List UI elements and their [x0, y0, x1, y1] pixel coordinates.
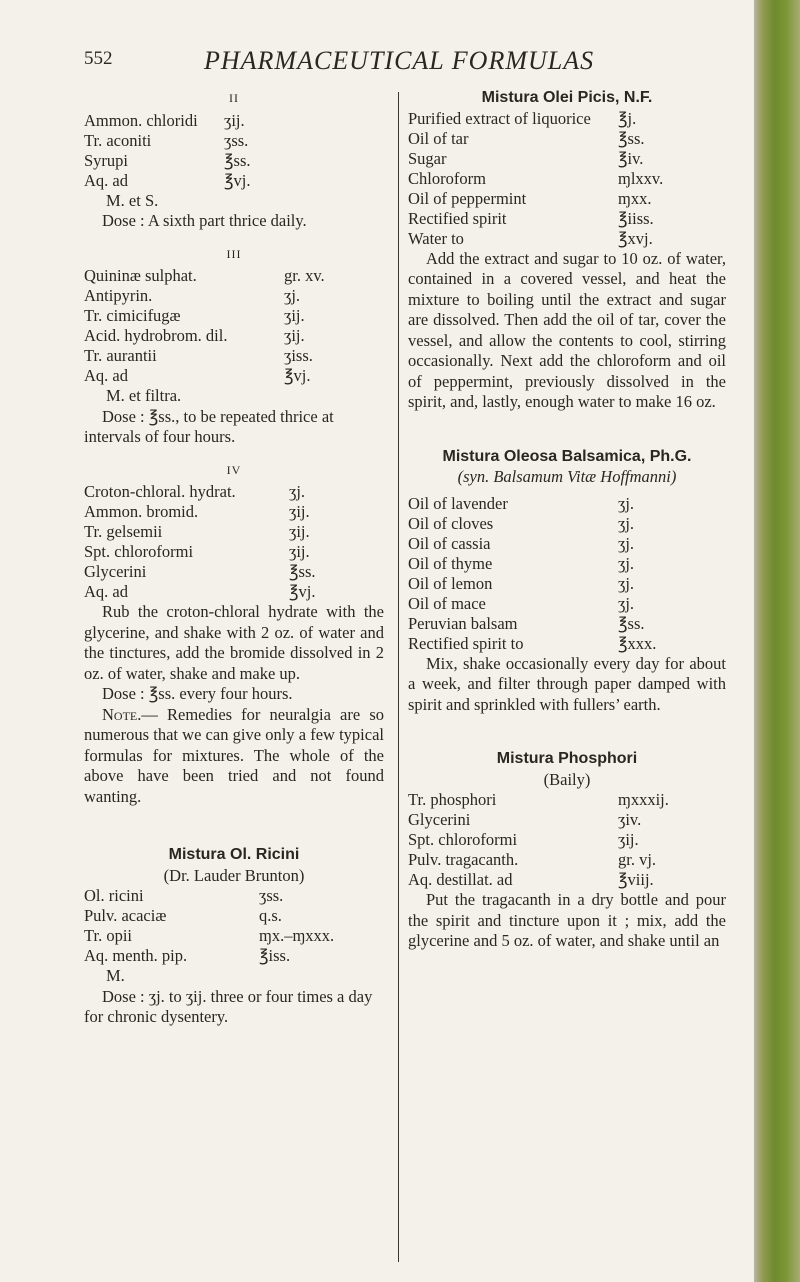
- ingredient-quantity: ℥vj.: [284, 366, 311, 385]
- directions: Mix, shake occasionally every day for about a week, and filter through paper damped with spirit and sprinkled with fullers’ earth.: [408, 653, 726, 714]
- ingredient-name: Pulv. acaciæ: [84, 906, 167, 925]
- ingredient-quantity: ℥viij.: [618, 870, 654, 889]
- ingredient-name: Oil of tar: [408, 128, 469, 148]
- ingredient-quantity: ɱx.–ɱxxx.: [259, 926, 335, 945]
- ingredient-name: Antipyrin.: [84, 286, 153, 305]
- formula-ricini: [84, 845, 384, 1028]
- ingredient-quantity: ʒiss.: [284, 346, 313, 365]
- ingredient-row: [408, 870, 726, 890]
- ingredient-row: [84, 346, 384, 366]
- ingredient-name: Chloroform: [408, 168, 486, 188]
- ingredient-row: [408, 574, 726, 594]
- ingredient-row: [84, 171, 384, 191]
- ingredient-name: Tr. opii: [84, 926, 133, 945]
- formula-picis: [408, 88, 726, 413]
- ingredient-name: Tr. aurantii: [84, 346, 157, 365]
- ingredient-quantity: ℥xxx.: [618, 633, 657, 653]
- ingredient-quantity: ʒij.: [289, 542, 310, 561]
- ingredient-name: Spt. chloroformi: [84, 542, 194, 561]
- directions: Rub the croton-chloral hydrate with the glycerine, and shake with 2 oz. of water and the tinctures, add the bromide dissolved in 2 oz. of water, shake and make up.: [84, 602, 384, 683]
- ingredient-name: Rectified spirit to: [408, 633, 524, 653]
- ingredient-row: [84, 131, 384, 151]
- right-column: [408, 88, 726, 952]
- ingredient-quantity: ℥ss.: [618, 128, 645, 148]
- directions: Add the extract and sugar to 10 oz. of water, contained in a covered vessel, and heat the mixture to boiling until the extract and sugar are dissolved. Then add the oil of tar, cover the vessel, and allow the contents to cool, stirring occasionally. Next add the chloroform and oil of peppermint, previously dissolved in the spirit, and, lastly, enough water to make 16 oz.: [408, 248, 726, 411]
- ingredient-name: Ammon. bromid.: [84, 502, 199, 521]
- ingredient-quantity: ʒiv.: [618, 810, 642, 829]
- ingredient-name: Aq. ad: [84, 582, 128, 601]
- page-edge: [754, 0, 800, 1282]
- ingredient-name: Oil of cassia: [408, 533, 491, 553]
- ingredient-row: [84, 542, 384, 562]
- page-header: [84, 48, 744, 78]
- ingredient-row: [408, 149, 726, 169]
- formula-oleosa: [408, 447, 726, 716]
- ingredient-row: [84, 886, 384, 906]
- ingredient-row: [84, 151, 384, 171]
- ingredient-name: Oil of mace: [408, 593, 486, 613]
- formula-subtitle: (Dr. Lauder Brunton): [163, 865, 305, 885]
- ingredient-name: Glycerini: [84, 562, 147, 581]
- ingredient-name: Aq. menth. pip.: [84, 946, 188, 965]
- running-title: PHARMACEUTICAL FORMULAS: [204, 46, 595, 75]
- formula-title: Mistura Oleosa Balsamica, Ph.G.: [442, 447, 692, 465]
- ingredient-row: [84, 946, 384, 966]
- instruction: M. et filtra.: [106, 386, 182, 405]
- ingredient-name: Syrupi: [84, 150, 129, 170]
- formula-iv: [84, 460, 384, 808]
- directions: Put the tragacanth in a dry bottle and pour the spirit and tincture upon it ; mix, add the glycerine and 5 oz. of water, and shake until an: [408, 890, 726, 950]
- ingredient-row: [84, 286, 384, 306]
- ingredient-quantity: ℥xvj.: [618, 228, 653, 248]
- ingredient-name: Tr. cimicifugæ: [84, 306, 181, 325]
- ingredient-row: [408, 189, 726, 209]
- formula-title: Mistura Phosphori: [496, 750, 638, 767]
- ingredient-name: Purified extract of liquorice: [408, 108, 591, 128]
- ingredient-quantity: ɱlxxv.: [618, 168, 664, 188]
- page-number: 552: [84, 48, 113, 69]
- ingredient-name: Glycerini: [408, 810, 471, 829]
- ingredient-quantity: ℥ss.: [224, 150, 251, 170]
- ingredient-quantity: ʒj.: [618, 493, 635, 513]
- ingredient-row: [408, 810, 726, 830]
- formula-ii: [84, 88, 384, 232]
- ingredient-row: [408, 209, 726, 229]
- dose: Dose : ʒj. to ʒij. three or four times a day for chronic dysentery.: [84, 986, 373, 1026]
- ingredient-row: [84, 326, 384, 346]
- ingredient-row: [84, 906, 384, 926]
- ingredient-row: [408, 594, 726, 614]
- ingredient-row: [84, 522, 384, 542]
- ingredient-quantity: q.s.: [259, 906, 282, 925]
- ingredient-name: Spt. chloroformi: [408, 830, 518, 849]
- ingredient-row: [84, 562, 384, 582]
- ingredient-quantity: ℥vj.: [224, 170, 251, 190]
- formula-synonym: (syn. Balsamum Vitæ Hoffmanni): [457, 467, 677, 486]
- ingredient-list: [408, 109, 726, 249]
- formula-title: Mistura Ol. Ricini: [168, 846, 300, 863]
- ingredient-row: [408, 634, 726, 654]
- ingredient-name: Oil of thyme: [408, 553, 493, 573]
- ingredient-name: Pulv. tragacanth.: [408, 850, 519, 869]
- formula-numeral: III: [226, 246, 242, 261]
- formula-phosphori: [408, 749, 726, 952]
- ingredient-name: Aq. ad: [84, 366, 128, 385]
- note: [84, 705, 384, 808]
- ingredient-quantity: ℥vj.: [289, 582, 316, 601]
- ingredient-quantity: ɱxxxij.: [618, 790, 669, 809]
- ingredient-quantity: ʒj.: [284, 286, 301, 305]
- ingredient-list: [84, 886, 384, 966]
- ingredient-name: Ol. ricini: [84, 886, 144, 905]
- ingredient-name: Oil of lavender: [408, 493, 508, 513]
- ingredient-quantity: ʒj.: [618, 533, 635, 553]
- ingredient-row: [408, 129, 726, 149]
- left-column: [84, 88, 384, 1028]
- formula-iii: [84, 244, 384, 448]
- ingredient-quantity: ʒij.: [284, 306, 305, 325]
- dose: Dose : ℥ss., to be repeated thrice at intervals of four hours.: [84, 406, 334, 446]
- instruction: M.: [106, 966, 125, 985]
- ingredient-row: [84, 111, 384, 131]
- ingredient-name: Oil of lemon: [408, 573, 493, 593]
- ingredient-name: Water to: [408, 228, 464, 248]
- ingredient-quantity: ℥ss.: [289, 562, 316, 581]
- ingredient-row: [408, 830, 726, 850]
- ingredient-quantity: ʒij.: [289, 502, 310, 521]
- formula-numeral: II: [229, 91, 239, 105]
- ingredient-list: [408, 790, 726, 890]
- ingredient-row: [84, 366, 384, 386]
- ingredient-quantity: ʒij.: [289, 522, 310, 541]
- ingredient-name: Rectified spirit: [408, 208, 507, 228]
- ingredient-list: [408, 494, 726, 654]
- instruction: M. et S.: [106, 190, 159, 210]
- ingredient-row: [84, 306, 384, 326]
- ingredient-row: [408, 850, 726, 870]
- ingredient-quantity: ℥j.: [618, 108, 637, 128]
- ingredient-name: Quininæ sulphat.: [84, 266, 197, 285]
- ingredient-name: Croton-chloral. hydrat.: [84, 482, 236, 501]
- ingredient-list: [84, 266, 384, 386]
- ingredient-name: Peruvian balsam: [408, 613, 518, 633]
- ingredient-row: [408, 169, 726, 189]
- ingredient-row: [408, 109, 726, 129]
- ingredient-row: [84, 266, 384, 286]
- ingredient-row: [84, 926, 384, 946]
- ingredient-quantity: gr. xv.: [284, 266, 325, 285]
- ingredient-name: Acid. hydrobrom. dil.: [84, 326, 228, 345]
- ingredient-row: [408, 514, 726, 534]
- ingredient-quantity: ʒj.: [289, 482, 306, 501]
- ingredient-name: Tr. aconiti: [84, 130, 152, 150]
- ingredient-name: Aq. ad: [84, 170, 128, 190]
- ingredient-list: [84, 482, 384, 602]
- ingredient-quantity: ʒij.: [224, 110, 245, 130]
- ingredient-row: [408, 534, 726, 554]
- ingredient-row: [408, 790, 726, 810]
- note-text: — Remedies for neuralgia are so numerous that we can give only a few typical formulas for mixtures. The whole of the above have been tried and not found wanting.: [84, 704, 384, 806]
- ingredient-name: Sugar: [408, 148, 447, 168]
- note-label: Note.: [102, 704, 142, 724]
- column-divider: [398, 92, 399, 1262]
- dose: Dose : ℥ss. every four hours.: [102, 684, 293, 703]
- ingredient-quantity: ℥iss.: [259, 946, 291, 965]
- ingredient-quantity: ʒij.: [284, 326, 305, 345]
- ingredient-row: [408, 554, 726, 574]
- ingredient-quantity: ʒss.: [259, 886, 284, 905]
- ingredient-quantity: gr. vj.: [618, 850, 657, 869]
- ingredient-row: [84, 502, 384, 522]
- formula-title: Mistura Olei Picis, N.F.: [481, 89, 653, 106]
- ingredient-quantity: ʒj.: [618, 573, 635, 593]
- ingredient-row: [408, 494, 726, 514]
- ingredient-row: [84, 482, 384, 502]
- ingredient-quantity: ℥ss.: [618, 613, 645, 633]
- ingredient-row: [84, 582, 384, 602]
- ingredient-name: Tr. phosphori: [408, 790, 497, 809]
- ingredient-row: [408, 229, 726, 249]
- dose: Dose : A sixth part thrice daily.: [102, 211, 307, 230]
- ingredient-quantity: ʒss.: [224, 130, 249, 150]
- ingredient-quantity: ʒj.: [618, 593, 635, 613]
- ingredient-name: Tr. gelsemii: [84, 522, 163, 541]
- ingredient-name: Ammon. chloridi: [84, 110, 198, 130]
- ingredient-name: Oil of cloves: [408, 513, 494, 533]
- ingredient-quantity: ʒij.: [618, 830, 639, 849]
- formula-numeral: IV: [226, 462, 242, 477]
- ingredient-name: Aq. destillat. ad: [408, 870, 513, 889]
- formula-subtitle: (Baily): [543, 769, 591, 789]
- ingredient-name: Oil of peppermint: [408, 188, 527, 208]
- ingredient-row: [408, 614, 726, 634]
- ingredient-quantity: ℥iv.: [618, 148, 644, 168]
- ingredient-list: [84, 111, 384, 191]
- ingredient-quantity: ℥iiss.: [618, 208, 654, 228]
- ingredient-quantity: ʒj.: [618, 513, 635, 533]
- ingredient-quantity: ɱxx.: [618, 188, 652, 208]
- ingredient-quantity: ʒj.: [618, 553, 635, 573]
